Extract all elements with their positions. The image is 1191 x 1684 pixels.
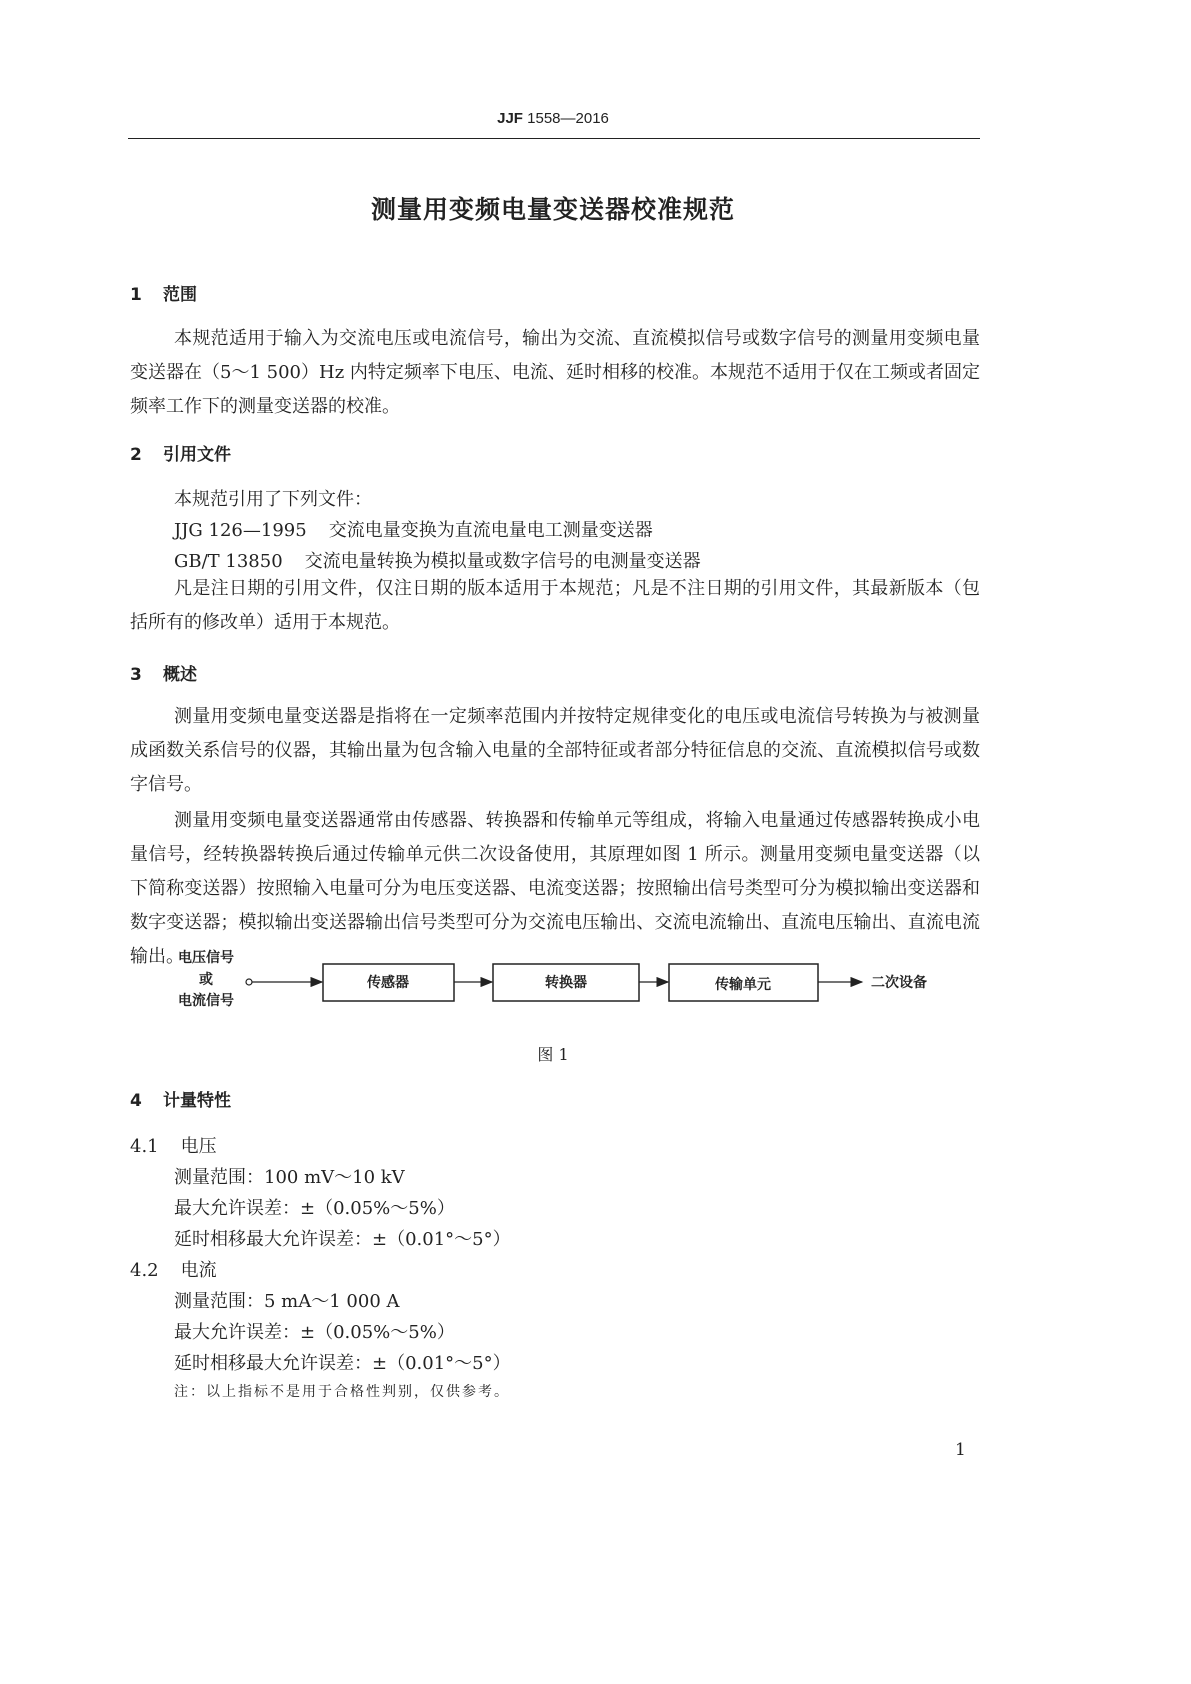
section-3-heading	[130, 660, 197, 685]
subsection-4-1-heading	[130, 1132, 217, 1158]
page-title: 测量用变频电量变送器校准规范	[370, 195, 735, 224]
subsection-title: 电压	[180, 1136, 217, 1157]
subsection-number: 4.2	[130, 1260, 159, 1281]
spec-line: 延时相移最大允许误差：±（0.01°～5°）	[174, 1229, 511, 1250]
subsection-title: 电流	[180, 1260, 217, 1281]
spec-line: 最大允许误差：±（0.05%～5%）	[174, 1198, 455, 1219]
figure-input-label-2: 或	[199, 972, 213, 988]
figure-input-label-1: 电压信号	[178, 950, 234, 966]
reference-code: JJG 126—1995	[174, 520, 307, 541]
header-rule	[128, 138, 980, 139]
section-3-title: 概述	[163, 665, 197, 685]
spec-line: 延时相移最大允许误差：±（0.01°～5°）	[174, 1353, 511, 1374]
section-1-number: 1	[130, 285, 142, 305]
figure-output-label: 二次设备	[871, 975, 927, 991]
page-number: 1	[955, 1440, 966, 1460]
section-2-title: 引用文件	[163, 445, 231, 465]
section-1-title: 范围	[163, 285, 197, 305]
reference-title: 交流电量转换为模拟量或数字信号的电测量变送器	[304, 551, 701, 572]
section-2-paragraph: 凡是注日期的引用文件，仅注日期的版本适用于本规范；凡是不注日期的引用文件，其最新版本（包括所有的修改单）适用于本规范。	[130, 578, 980, 633]
section-3-paragraph-1: 测量用变频电量变送器是指将在一定频率范围内并按特定规律变化的电压或电流信号转换为与被测量成函数关系信号的仪器，其输出量为包含输入电量的全部特征或者部分特征信息的交流、直流模拟信号或数字信号。	[130, 706, 980, 795]
doc-code-prefix: JJF	[497, 110, 523, 127]
section-2-heading	[130, 440, 231, 465]
section-1-paragraph: 本规范适用于输入为交流电压或电流信号，输出为交流、直流模拟信号或数字信号的测量用变频电量变送器在（5～1 500）Hz 内特定频率下电压、电流、延时相移的校准。本规范不适用于仅在工频或者固定频率工作下的测量变送器的校准。	[130, 328, 980, 417]
subsection-4-2-heading	[130, 1256, 217, 1282]
section-3-paragraph-2: 测量用变频电量变送器通常由传感器、转换器和传输单元等组成，将输入电量通过传感器转换成小电量信号，经转换器转换后通过传输单元供二次设备使用，其原理如图 1 所示。测量用变频电量变送器（以下简称变送器）按照输入电量可分为电压变送器、电流变送器；按照输出信号类型可分为模拟输出变送器和数字变送器；模拟输出变送器输出信号类型可分为交流电压输出、交流电流输出、直流电压输出、直流电流输出。	[130, 810, 980, 967]
spec-line: 最大允许误差：±（0.05%～5%）	[174, 1322, 455, 1343]
reference-item	[174, 516, 653, 542]
figure-input-label-3: 电流信号	[178, 993, 234, 1009]
figure-1-caption: 图 1	[537, 1045, 569, 1064]
block-transmission-label: 传输单元	[715, 977, 771, 993]
reference-title: 交流电量变换为直流电量电工测量变送器	[328, 520, 653, 541]
section-4-title: 计量特性	[163, 1091, 231, 1111]
spec-line: 测量范围：5 mA～1 000 A	[174, 1291, 400, 1312]
section-2-intro: 本规范引用了下列文件：	[174, 489, 372, 510]
doc-code-number: 1558—2016	[527, 110, 609, 127]
block-sensor-label: 传感器	[367, 975, 409, 991]
spec-line: 测量范围：100 mV～10 kV	[174, 1167, 405, 1188]
figure-1-diagram	[0, 940, 1106, 1020]
subsection-number: 4.1	[130, 1136, 159, 1157]
section-2-number: 2	[130, 445, 142, 465]
section-4-number: 4	[130, 1091, 142, 1111]
spec-note: 注：以上指标不是用于合格性判别，仅供参考。	[174, 1384, 510, 1400]
block-converter-label: 转换器	[545, 975, 587, 991]
reference-code: GB/T 13850	[174, 551, 283, 572]
section-4-heading	[130, 1086, 231, 1111]
section-1-heading	[130, 280, 197, 305]
reference-item	[174, 547, 701, 573]
doc-code-header	[0, 110, 1106, 127]
section-3-number: 3	[130, 665, 142, 685]
input-terminal	[246, 979, 252, 985]
